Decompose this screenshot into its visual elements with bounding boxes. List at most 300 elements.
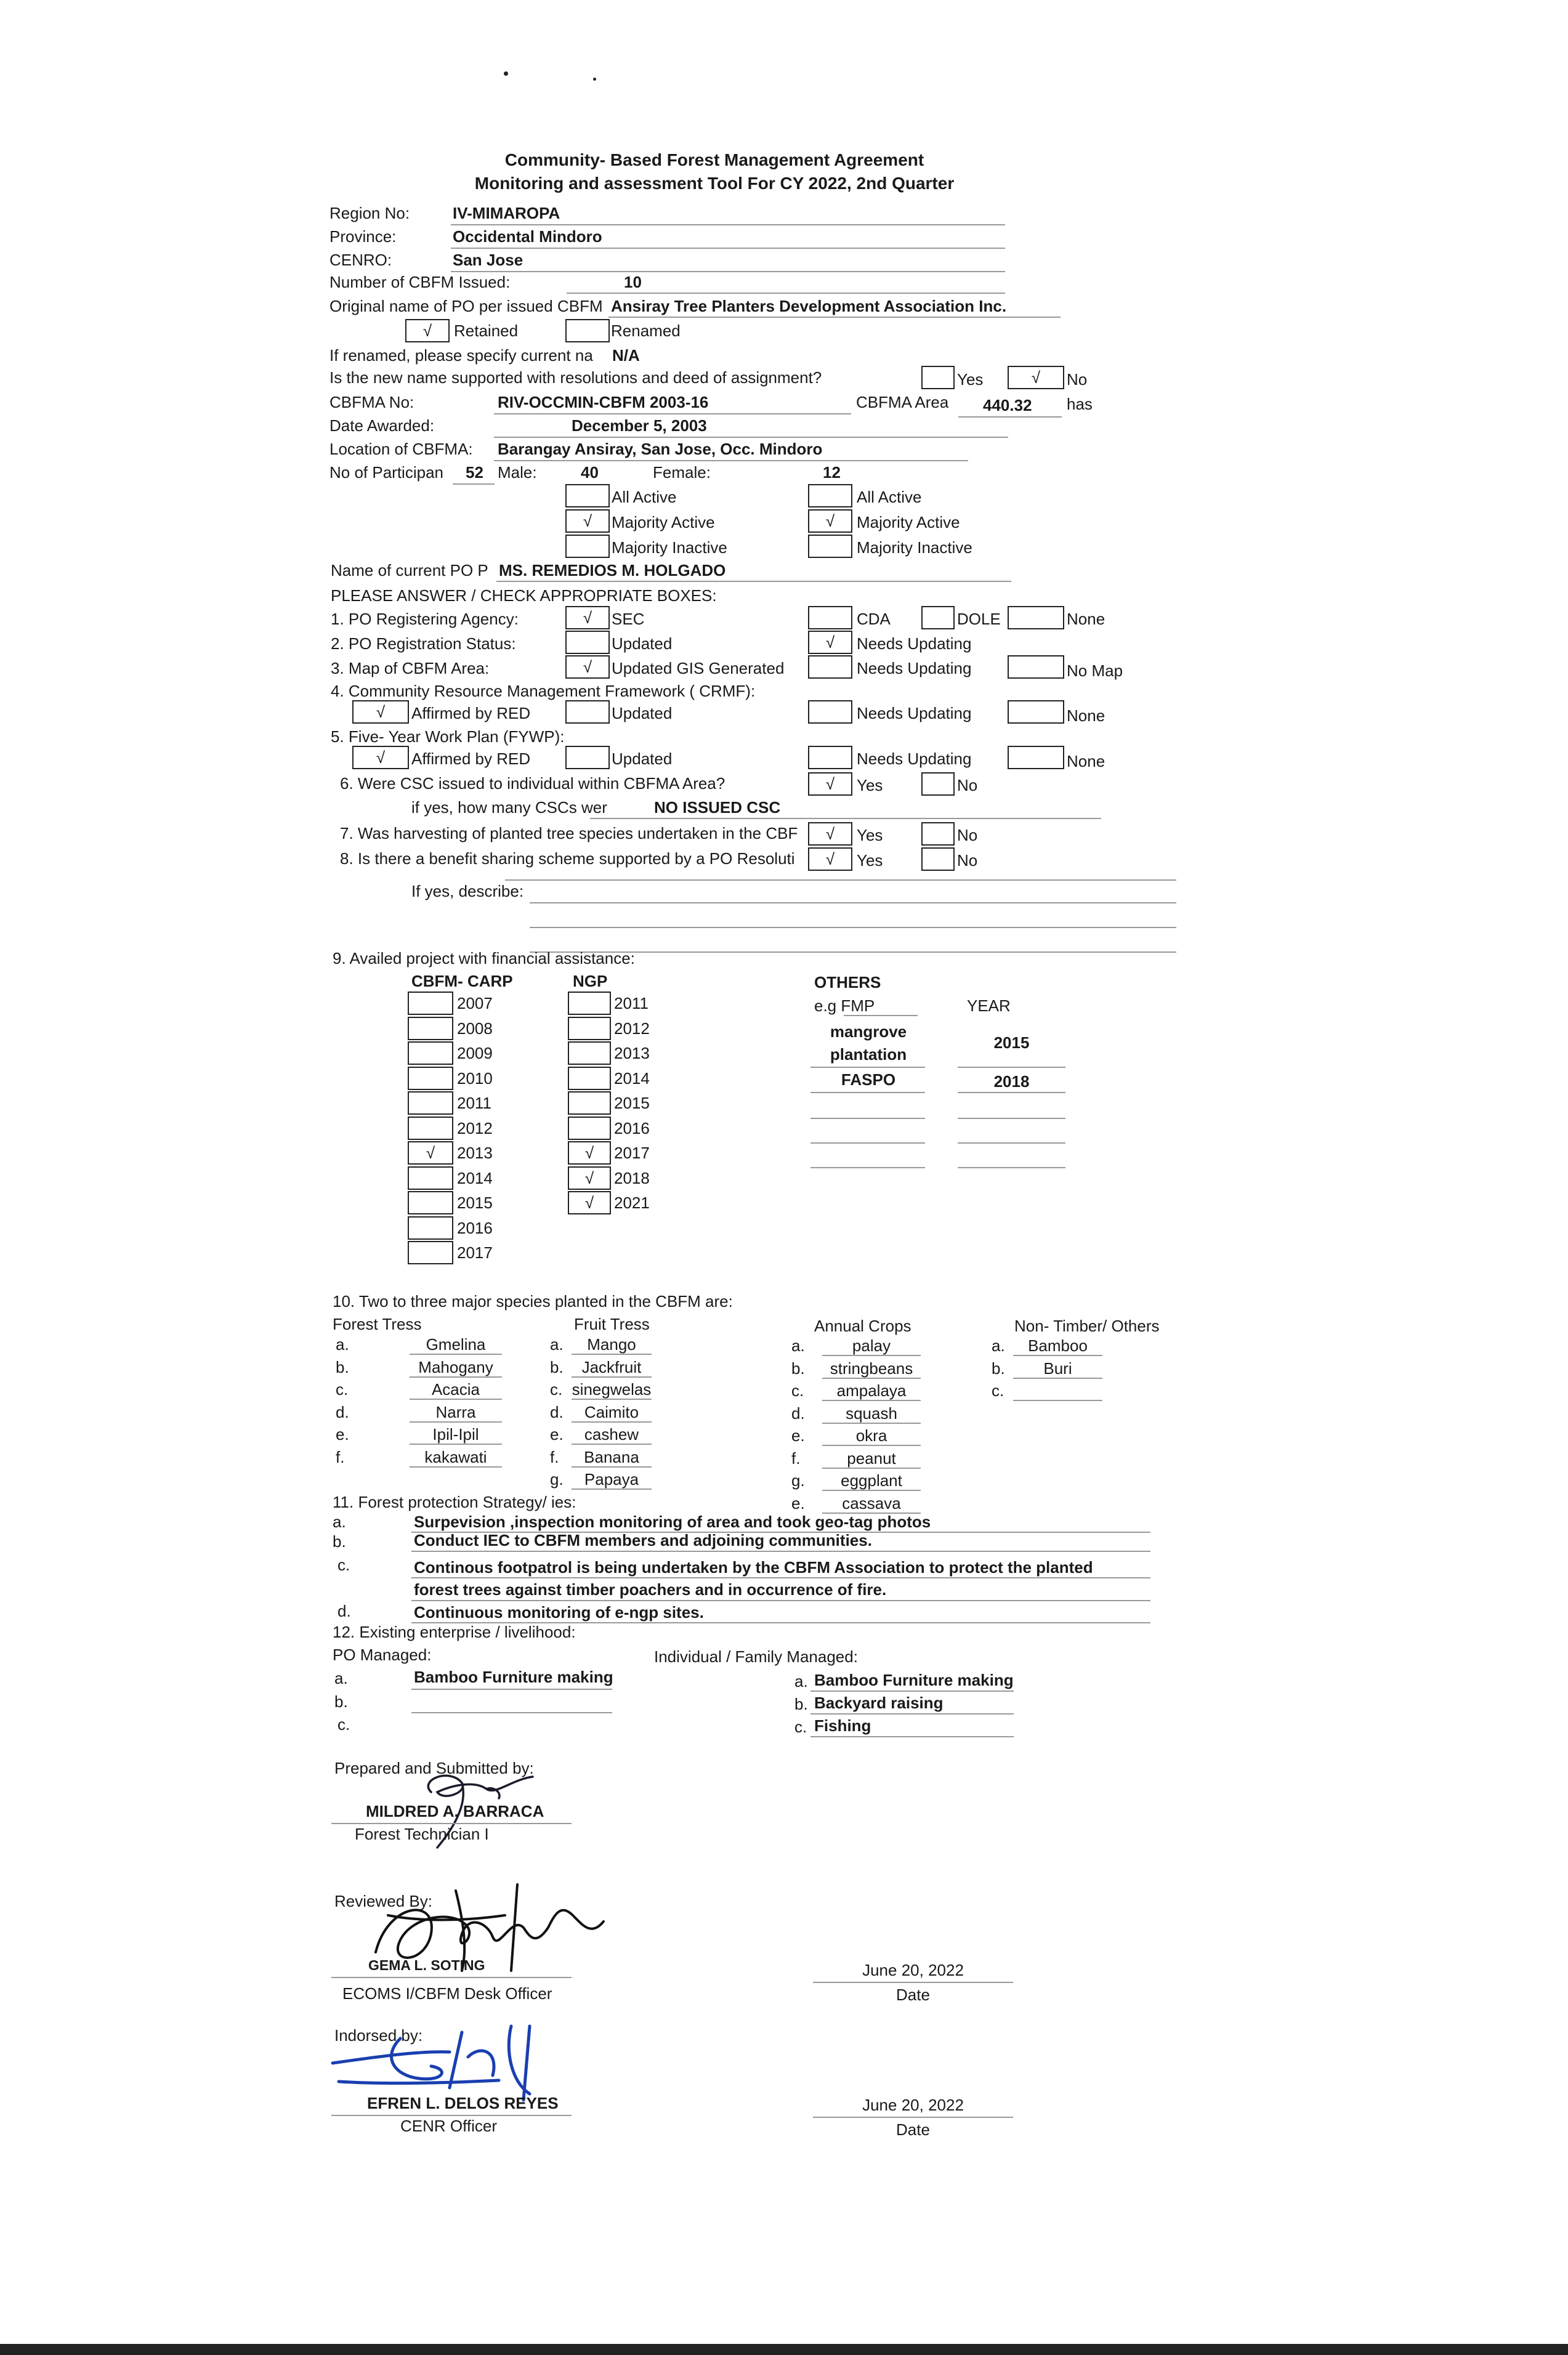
q11-a-letter: a. [333,1513,346,1531]
underline [572,1354,652,1355]
underline [958,416,1062,418]
cbfma-area-label: CBFMA Area [856,393,949,411]
underline [590,818,1101,819]
cbfm-carp-2009-checkbox[interactable] [408,1041,453,1065]
underline [1013,1355,1102,1356]
underline [411,1600,1150,1601]
female-all-active-checkbox[interactable] [808,484,852,507]
new-name-no-checkbox[interactable]: √ [1008,366,1064,389]
ngp-2021-label: 2021 [614,1194,650,1212]
ngp-2021-checkbox[interactable]: √ [568,1191,611,1214]
ngp-2015-checkbox[interactable] [568,1091,611,1115]
instruction: PLEASE ANSWER / CHECK APPROPRIATE BOXES: [331,586,717,605]
ind-a-value: Bamboo Furniture making [814,1671,1014,1689]
q5-updated-checkbox[interactable] [565,746,610,769]
underline [813,2117,1013,2118]
q2-needs-label: Needs Updating [857,634,972,653]
cbfm-carp-header: CBFM- CARP [411,972,513,990]
retained-checkbox[interactable]: √ [405,319,450,342]
underline [411,1689,612,1690]
cbfm-carp-2009-label: 2009 [457,1044,493,1062]
male-majority-active-checkbox[interactable]: √ [565,509,610,533]
q5-label: 5. Five- Year Work Plan (FYWP): [331,727,565,746]
forest-tree-item: Ipil-Ipil [432,1425,479,1444]
underline [451,248,1005,249]
underline [958,1092,1065,1093]
underline [810,1092,925,1093]
cbfma-area-value: 440.32 [983,396,1032,414]
others-1-year: 2015 [993,1033,1030,1052]
q4-needs-label: Needs Updating [857,704,972,722]
underline [410,1466,502,1468]
q7-no-checkbox[interactable] [921,822,955,846]
renamed-specify-value: N/A [612,346,640,365]
q1-dole-label: DOLE [957,610,1001,628]
cbfm-carp-2017-checkbox[interactable] [408,1241,453,1264]
q11-b-text: Conduct IEC to CBFM members and adjoining communities. [414,1531,872,1549]
q3-gis-checkbox[interactable]: √ [565,655,610,679]
cbfm-carp-2015-label: 2015 [457,1194,493,1212]
underline [494,413,851,414]
underline [411,1577,1150,1578]
q11-a-text: Surpevision ,inspection monitoring of area and took geo-tag photos [414,1513,931,1531]
ngp-2012-checkbox[interactable] [568,1017,611,1040]
annual-crop-item: eggplant [841,1471,902,1490]
forest-tree-item: Acacia [431,1380,480,1399]
q5-affirmed-label: Affirmed by RED [411,749,531,768]
underline [958,1067,1065,1068]
forest-tree-item: Gmelina [426,1335,486,1354]
cenro-value: San Jose [453,251,523,269]
underline [496,581,1011,582]
reviewed-date: June 20, 2022 [862,1961,964,1979]
cbfm-carp-2011-label: 2011 [457,1094,491,1112]
q4-needs-checkbox[interactable] [808,700,852,724]
annual-crop-letter: e. [791,1426,805,1445]
q10-label: 10. Two to three major species planted in the CBFM are: [333,1292,733,1311]
q11-c-letter: c. [337,1556,350,1574]
fruit-tree-letter: b. [550,1357,564,1376]
annual-crop-item: palay [852,1336,891,1355]
q3-label: 3. Map of CBFM Area: [331,659,490,677]
q2-needs-checkbox[interactable]: √ [808,631,852,654]
cbfm-carp-2013-checkbox[interactable]: √ [408,1141,453,1165]
fruit-tree-item: cashew [584,1425,639,1444]
province-label: Province: [329,227,397,246]
q8-label: 8. Is there a benefit sharing scheme supported by a PO Resoluti [340,849,795,868]
q8-describe-label: If yes, describe: [411,882,524,900]
others-2-name: FASPO [841,1070,896,1089]
male-label: Male: [498,463,537,482]
q2-updated-checkbox[interactable] [565,631,610,654]
cbfm-carp-2015-checkbox[interactable] [408,1191,453,1214]
q1-cda-label: CDA [857,610,891,628]
indorsed-title: CENR Officer [400,2117,497,2135]
others-1-name-line1: mangrove [830,1022,907,1041]
annual-header: Annual Crops [814,1317,911,1335]
region-label: Region No: [329,204,410,222]
q12-label: 12. Existing enterprise / livelihood: [333,1623,576,1641]
q4-label: 4. Community Resource Management Framework ( CRMF): [331,682,756,700]
cbfm-carp-2017-label: 2017 [457,1243,493,1262]
underline [810,1167,925,1168]
forest-tree-item: kakawati [424,1447,487,1466]
annual-crop-item: ampalaya [836,1381,907,1400]
cbfma-area-unit: has [1067,395,1093,413]
q1-dole-checkbox[interactable] [921,606,955,629]
underline [810,1118,925,1119]
fruit-tree-item: sinegwelas [572,1380,652,1399]
fruit-tree-item: Mango [587,1335,636,1354]
forest-tree-letter: d. [336,1402,349,1421]
underline [822,1490,921,1491]
ngp-2014-checkbox[interactable] [568,1067,611,1090]
q4-affirmed-checkbox[interactable]: √ [352,700,409,724]
q8-no-label: No [957,851,978,870]
underline [331,1977,572,1978]
q2-updated-label: Updated [612,634,673,653]
annual-crop-letter: f. [791,1448,801,1468]
scan-edge [0,2344,1568,2355]
q11-label: 11. Forest protection Strategy/ ies: [333,1493,576,1511]
female-majority-inactive-checkbox[interactable] [808,535,852,558]
underline [822,1378,921,1379]
cbfm-issued-label: Number of CBFM Issued: [329,273,511,291]
fruit-tree-letter: g. [550,1470,564,1489]
annual-crop-letter: e. [791,1493,805,1513]
ngp-2012-label: 2012 [614,1019,650,1038]
female-label: Female: [653,463,711,482]
ngp-2016-label: 2016 [614,1118,650,1137]
underline [572,1399,652,1400]
forest-header: Forest Tress [333,1315,422,1333]
underline [822,1423,921,1424]
q5-updated-label: Updated [612,749,673,768]
participants-value: 52 [466,463,483,482]
underline [810,1713,1014,1715]
underline [567,293,1005,294]
ngp-2018-label: 2018 [614,1168,650,1187]
underline [958,1167,1065,1168]
cbfm-carp-2014-checkbox[interactable] [408,1166,453,1190]
q11-c-text1: Continous footpatrol is being undertaken by the CBFM Association to protect the planted [414,1558,1093,1577]
new-name-no-label: No [1067,370,1088,389]
fruit-tree-letter: e. [550,1425,564,1444]
underline [810,1736,1014,1737]
q4-updated-checkbox[interactable] [565,700,610,724]
ngp-2016-checkbox[interactable] [568,1117,611,1140]
q1-cda-checkbox[interactable] [808,606,852,629]
renamed-checkbox[interactable] [565,319,610,342]
q4-none-label: None [1067,706,1105,725]
forest-tree-item: Mahogany [418,1357,493,1376]
indorsed-label: Indorsed by: [334,2026,423,2045]
speck [593,78,596,81]
reviewed-date-label: Date [896,1985,930,2004]
non-timber-letter: a. [992,1336,1005,1355]
annual-crop-letter: a. [791,1336,805,1355]
underline [494,437,1008,438]
q8-yes-label: Yes [857,851,883,870]
ngp-2015-label: 2015 [614,1094,650,1112]
po-b-letter: b. [334,1692,348,1711]
annual-crop-item: cassava [842,1493,901,1513]
others-eg: e.g FMP [814,996,875,1015]
annual-crop-letter: d. [791,1404,805,1423]
q3-needs-label: Needs Updating [857,659,972,677]
underline [331,2115,572,2116]
ngp-2017-checkbox[interactable]: √ [568,1141,611,1165]
fruit-tree-item: Caimito [584,1402,639,1421]
cbfm-carp-2010-checkbox[interactable] [408,1067,453,1090]
male-all-active-checkbox[interactable] [565,484,610,507]
fruit-tree-item: Banana [584,1447,639,1466]
non-timber-letter: c. [992,1381,1004,1400]
underline [822,1445,921,1446]
ngp-2017-label: 2017 [614,1144,650,1162]
q11-b-letter: b. [333,1532,346,1551]
fruit-tree-item: Papaya [584,1470,639,1489]
q6-no-checkbox[interactable] [921,772,955,796]
q5-affirmed-checkbox[interactable]: √ [352,746,409,769]
cbfm-carp-2012-checkbox[interactable] [408,1117,453,1140]
q11-d-letter: d. [337,1602,351,1620]
underline [844,1015,918,1016]
cbfm-carp-2014-label: 2014 [457,1168,493,1187]
underline [810,1142,925,1144]
date-awarded-label: Date Awarded: [329,416,435,435]
ind-managed-header: Individual / Family Managed: [654,1647,858,1666]
ind-c-value: Fishing [814,1716,871,1735]
non-timber-letter: b. [992,1359,1005,1378]
annual-crop-item: okra [855,1426,887,1445]
annual-crop-item: peanut [847,1448,896,1468]
title-line2: Monitoring and assessment Tool For CY 2022, 2nd Quarter [474,174,955,193]
cbfma-no-value: RIV-OCCMIN-CBFM 2003-16 [498,393,709,411]
location-label: Location of CBFMA: [329,440,473,458]
female-value: 12 [823,463,841,482]
underline [410,1399,502,1400]
annual-crop-letter: c. [791,1381,804,1400]
non-timber-item: Buri [1043,1359,1072,1378]
others-1-name-line2: plantation [830,1045,907,1064]
cbfm-carp-2008-checkbox[interactable] [408,1017,453,1040]
cbfm-carp-2016-checkbox[interactable] [408,1216,453,1240]
male-majority-inactive-label: Majority Inactive [612,538,727,557]
q7-no-label: No [957,826,978,844]
female-majority-inactive-label: Majority Inactive [857,538,972,557]
q4-updated-label: Updated [612,704,673,722]
underline [451,271,1005,272]
q6-yes-checkbox[interactable]: √ [808,772,852,796]
q6-no-label: No [957,776,978,794]
q8-yes-checkbox[interactable]: √ [808,847,852,871]
others-header: OTHERS [814,973,881,992]
q11-d-text: Continuous monitoring of e-ngp sites. [414,1603,704,1622]
fruit-tree-letter: a. [550,1335,564,1354]
underline [530,902,1176,903]
new-name-yes-label: Yes [957,370,984,389]
ngp-header: NGP [573,972,608,990]
cbfm-carp-2013-label: 2013 [457,1144,493,1162]
new-name-yes-checkbox[interactable] [921,366,955,389]
underline [411,1551,1150,1552]
cbfma-no-label: CBFMA No: [329,393,414,411]
q6-label: 6. Were CSC issued to individual within CBFMA Area? [340,774,725,793]
q1-label: 1. PO Registering Agency: [331,610,519,628]
q6-yes-label: Yes [857,776,883,794]
annual-crop-item: squash [846,1404,897,1423]
po-a-value: Bamboo Furniture making [414,1668,613,1686]
fruit-tree-letter: f. [550,1447,559,1466]
underline [822,1400,921,1401]
non-timber-item: Bamboo [1028,1336,1088,1355]
annual-crop-item: stringbeans [830,1359,913,1378]
title-line1: Community- Based Forest Management Agreement [504,150,924,169]
province-value: Occidental Mindoro [453,227,602,246]
retained-label: Retained [454,321,519,340]
underline [572,1489,652,1490]
others-2-year: 2018 [993,1072,1030,1091]
cbfm-carp-2016-label: 2016 [457,1218,493,1237]
underline [494,460,968,461]
q3-nomap-label: No Map [1067,661,1123,680]
q5-none-checkbox[interactable] [1008,746,1064,769]
forest-tree-item: Narra [435,1402,476,1421]
cenro-label: CENRO: [329,251,392,269]
ind-a-letter: a. [794,1672,808,1691]
po-a-letter: a. [334,1669,348,1687]
president-value: MS. REMEDIOS M. HOLGADO [499,561,726,580]
underline [572,1444,652,1445]
male-value: 40 [581,463,599,482]
q7-label: 7. Was harvesting of planted tree species undertaken in the CBF [340,824,798,842]
renamed-label: Renamed [611,321,681,340]
q2-label: 2. PO Registration Status: [331,634,516,653]
underline [572,1376,652,1378]
forest-tree-letter: c. [336,1380,349,1399]
nontimber-header: Non- Timber/ Others [1014,1317,1160,1335]
underline [608,317,1061,318]
q4-affirmed-label: Affirmed by RED [411,704,531,722]
underline [505,879,1176,881]
reviewed-label: Reviewed By: [334,1892,432,1910]
ngp-2011-checkbox[interactable] [568,992,611,1015]
po-managed-header: PO Managed: [333,1646,432,1664]
ind-b-value: Backyard raising [814,1694,944,1712]
cbfm-carp-2012-label: 2012 [457,1118,493,1137]
year-header: YEAR [967,996,1011,1015]
underline [530,927,1176,928]
president-label: Name of current PO P [331,561,488,580]
cbfm-carp-2011-checkbox[interactable] [408,1091,453,1115]
q3-gis-label: Updated GIS Generated [612,659,785,677]
underline [822,1355,921,1356]
ind-c-letter: c. [794,1718,807,1736]
q11-c-text2: forest trees against timber poachers and in occurrence of fire. [414,1580,887,1599]
speck [504,71,508,76]
q6-how-many-value: NO ISSUED CSC [654,798,781,817]
q7-yes-checkbox[interactable]: √ [808,822,852,846]
fruit-header: Fruit Tress [574,1315,650,1333]
ngp-2011-label: 2011 [614,994,649,1012]
reviewed-title: ECOMS I/CBFM Desk Officer [342,1984,552,2003]
indorsed-name: EFREN L. DELOS REYES [367,2094,559,2112]
q4-none-checkbox[interactable] [1008,700,1064,724]
underline [572,1466,652,1468]
q7-yes-label: Yes [857,826,883,844]
cbfm-carp-2010-label: 2010 [457,1068,493,1088]
female-all-active-label: All Active [857,488,922,506]
q5-needs-checkbox[interactable] [808,746,852,769]
female-majority-active-checkbox[interactable]: √ [808,509,852,533]
new-name-question: Is the new name supported with resolutions and deed of assignment? [329,368,822,387]
fruit-tree-item: Jackfruit [581,1357,642,1376]
region-value: IV-MIMAROPA [453,204,560,222]
prepared-label: Prepared and Submitted by: [334,1759,534,1777]
cbfm-carp-2007-checkbox[interactable] [408,992,453,1015]
q1-none-checkbox[interactable] [1008,606,1064,629]
q5-none-label: None [1067,752,1105,770]
underline [410,1421,502,1423]
underline [410,1444,502,1445]
annual-crop-letter: b. [791,1359,805,1378]
q1-sec-checkbox[interactable]: √ [565,606,610,629]
q3-nomap-checkbox[interactable] [1008,655,1064,679]
underline [410,1354,502,1355]
underline [822,1513,921,1514]
cbfm-issued-value: 10 [624,273,642,291]
reviewed-name: GEMA L. SOTING [368,1957,485,1973]
renamed-specify-label: If renamed, please specify current na [329,346,593,365]
female-majority-active-label: Majority Active [857,513,960,531]
cbfm-carp-2008-label: 2008 [457,1019,493,1038]
ngp-2013-checkbox[interactable] [568,1041,611,1065]
location-value: Barangay Ansiray, San Jose, Occ. Mindoro [498,440,823,458]
forest-tree-letter: e. [336,1425,349,1444]
underline [810,1691,1014,1692]
po-c-letter: c. [337,1715,350,1734]
underline [958,1142,1065,1144]
date-awarded-value: December 5, 2003 [572,416,707,435]
underline [822,1468,921,1469]
q8-no-checkbox[interactable] [921,847,955,871]
forest-tree-letter: b. [336,1357,349,1376]
cbfm-carp-2007-label: 2007 [457,994,493,1012]
prepared-title: Forest Technician I [355,1825,489,1843]
q9-label: 9. Availed project with financial assistance: [333,949,635,967]
fruit-tree-letter: c. [550,1380,563,1399]
underline [958,1118,1065,1119]
ngp-2014-label: 2014 [614,1068,650,1088]
q1-sec-label: SEC [612,610,645,628]
underline [813,1982,1013,1983]
q3-needs-checkbox[interactable] [808,655,852,679]
underline [453,483,495,485]
q1-none-label: None [1067,610,1105,628]
participants-label: No of Participan [329,463,443,482]
orig-name-value: Ansiray Tree Planters Development Association Inc. [611,297,1007,315]
fruit-tree-letter: d. [550,1402,564,1421]
ngp-2013-label: 2013 [614,1044,650,1062]
underline [331,1823,572,1824]
male-majority-inactive-checkbox[interactable] [565,535,610,558]
underline [410,1376,502,1378]
indorsed-date-label: Date [896,2120,930,2139]
underline [810,1067,925,1068]
forest-tree-letter: f. [336,1447,345,1466]
ngp-2018-checkbox[interactable]: √ [568,1166,611,1190]
